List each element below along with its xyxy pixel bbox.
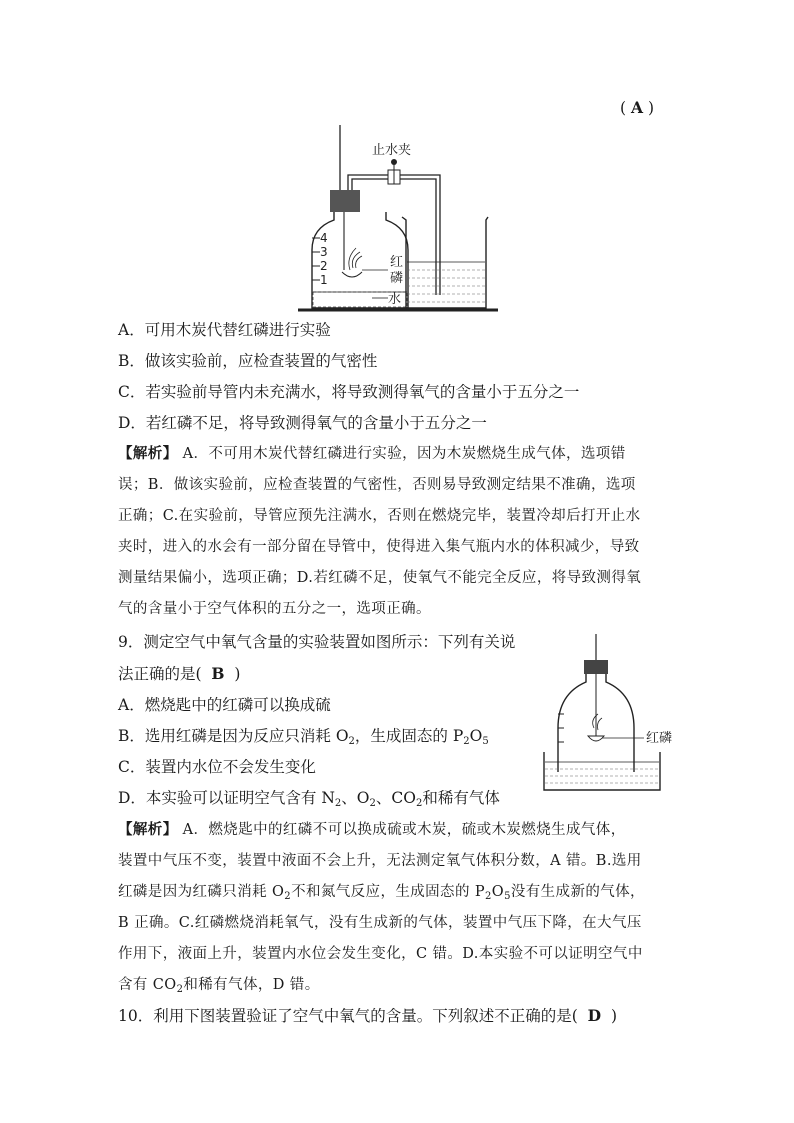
clamp-label: 止水夹 [372, 143, 412, 158]
svg-text:4: 4 [320, 231, 328, 245]
q10-stem: 10．利用下图装置验证了空气中氧气的含量。下列叙述不正确的是( D ) [118, 1006, 618, 1025]
q9-option-d: D．本实验可以证明空气含有 $N_2$、$O_2$、$CO_2$和稀有气体 [118, 789, 500, 809]
q9-phosphorus-label: 红磷 [646, 731, 673, 746]
q9-option-c: C．装置内水位不会发生变化 [118, 758, 316, 776]
q8-analysis-line-5: 测量结果偏小，选项正确；D.若红磷不足，使氧气不能完全反应，将导致测得氧 [118, 570, 642, 586]
water-clamp [388, 159, 400, 184]
q8-analysis-line-4: 夹时，进入的水会有一部分留在导管中，使得进入集气瓶内水的体积减少，导致 [118, 539, 640, 555]
water-label: 水 [388, 292, 402, 307]
q8-answer: A [630, 98, 644, 117]
q9-stem-line-1: 9．测定空气中氧气含量的实验装置如图所示：下列有关说 [118, 633, 516, 651]
q9-analysis-line-3: 红磷是因为红磷只消耗 $O_2$不和氮气反应，生成固态的 $P_2O_5$没有生成新的气体， [118, 884, 645, 902]
stopper [584, 660, 608, 674]
phosphorus-label-1: 红 [390, 255, 404, 270]
stopper [330, 190, 360, 212]
phosphorus-label-2: 磷 [390, 271, 404, 286]
q8-option-b: B．做该实验前，应检查装置的气密性 [118, 352, 378, 370]
q8-analysis-line-6: 气的含量小于空气体积的五分之一，选项正确。 [118, 601, 431, 617]
q9-analysis-line-6: 含有 $CO_2$和稀有气体，D 错。 [118, 977, 320, 995]
svg-text:2: 2 [320, 259, 328, 273]
q8-option-a: A．可用木炭代替红磷进行实验 [118, 321, 331, 339]
water-trough [544, 752, 660, 790]
q8-option-d: D．若红磷不足，将导致测得氧气的含量小于五分之一 [118, 414, 487, 432]
q8-apparatus-figure [290, 120, 500, 316]
q8-analysis-line-2: 误；B．做该实验前，应检查装置的气密性，否则易导致测定结果不准确，选项 [118, 477, 636, 493]
q9-analysis-line-5: 作用下，液面上升，装置内水位会发生变化，C 错。D.本实验不可以证明空气中 [118, 946, 643, 962]
q9-option-a: A．燃烧匙中的红磷可以换成硫 [118, 696, 331, 714]
q8-analysis-line-3: 正确；C.在实验前，导管应预先注满水，否则在燃烧完毕，装置冷却后打开止水 [118, 508, 641, 524]
q9-option-b: B．选用红磷是因为反应只消耗 $O_2$，生成固态的 $P_2O_5$ [118, 727, 489, 747]
beaker [402, 217, 488, 308]
q8-answer-bracket: ( A ) [620, 98, 654, 117]
svg-text:1: 1 [320, 273, 328, 287]
q9-analysis-line-4: B 正确。C.红磷燃烧消耗氧气，没有生成新的气体，装置中气压下降，在大气压 [118, 915, 642, 931]
q8-analysis-line-1: 【解析】 A．不可用木炭代替红磷进行实验，因为木炭燃烧生成气体，选项错 [118, 445, 626, 462]
q9-apparatus-figure [540, 632, 690, 794]
q9-analysis-line-2: 装置中气压不变，装置中液面不会上升，无法测定氧气体积分数，A 错。B.选用 [118, 853, 642, 869]
bottle-scale [312, 231, 328, 287]
q8-option-c: C．若实验前导管内未充满水，将导致测得氧气的含量小于五分之一 [118, 383, 580, 401]
q9-stem-line-2: 法正确的是( B ) [118, 664, 241, 683]
svg-text:3: 3 [320, 245, 328, 259]
q9-answer: B [211, 664, 225, 683]
q9-analysis-line-1: 【解析】 A．燃烧匙中的红磷不可以换成硫或木炭，硫或木炭燃烧生成气体， [118, 821, 626, 838]
q10-answer: D [587, 1006, 602, 1025]
